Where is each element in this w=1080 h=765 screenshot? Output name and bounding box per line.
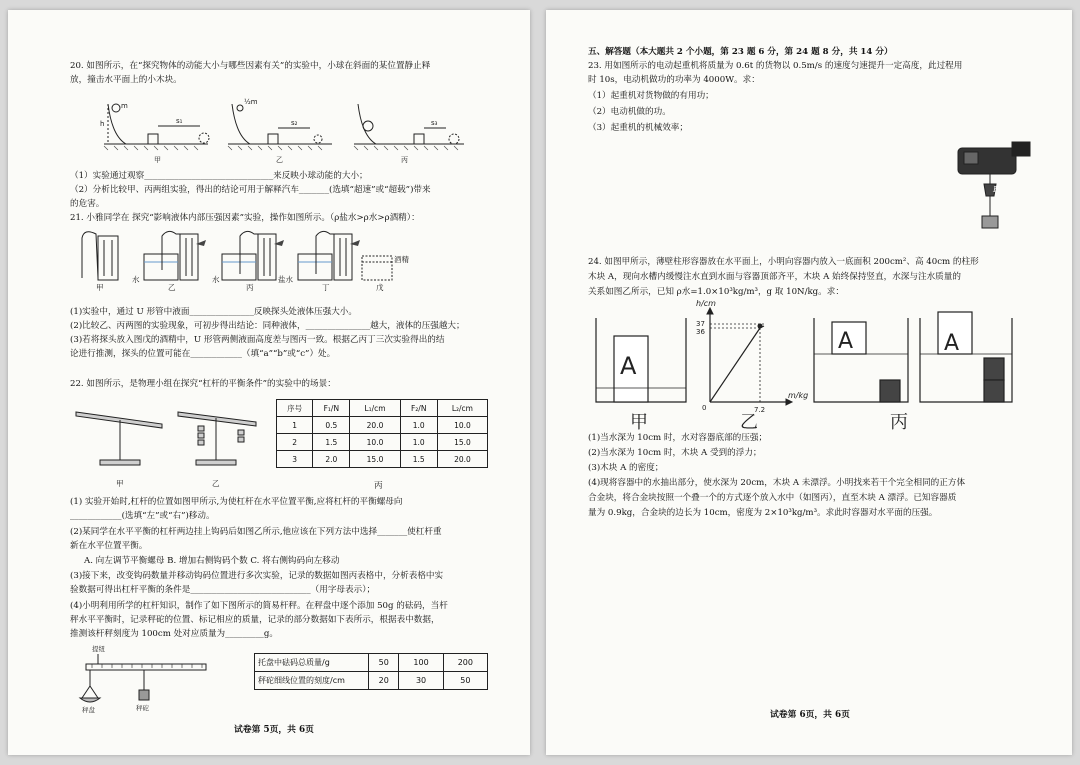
block-A-label-0: A bbox=[620, 352, 637, 380]
table-row bbox=[255, 672, 488, 690]
table-row bbox=[277, 417, 488, 434]
q22-options: A. 向左调节平衡螺母 B. 增加右侧钩码个数 C. 将右侧钩码向左移动 bbox=[84, 556, 340, 566]
q21-liquid-label-0: 水 bbox=[132, 275, 140, 284]
graph-ylabel: h/cm bbox=[696, 299, 716, 308]
q22-line1: 22. 如图所示，是物理小组在探究“杠杆的平衡条件”的实验中的场景： bbox=[70, 379, 336, 389]
table-cell: 1.0 bbox=[400, 434, 437, 451]
q21-fig-label-4: 戊 bbox=[376, 283, 384, 292]
table-cell: 50 bbox=[369, 654, 399, 672]
q20-mark-s3: s₃ bbox=[431, 119, 438, 127]
q20-mark-s1: s₁ bbox=[176, 117, 183, 125]
table-row bbox=[255, 654, 488, 672]
table-cell: 15.0 bbox=[350, 451, 400, 468]
table-cell: 2.0 bbox=[313, 451, 350, 468]
q24-line3: 关系如图乙所示，已知 ρ水=1.0×10³kg/m³，g 取 10N/kg。求： bbox=[588, 287, 844, 297]
q21-sub3b: 论进行推测，探头的位置可能在____________（填“a”“b”或“c”）处。 bbox=[70, 349, 336, 359]
table-cell: 1.5 bbox=[400, 451, 437, 468]
steelyard-lift-label: 提纽 bbox=[92, 645, 105, 653]
table-cell: 1.0 bbox=[400, 417, 437, 434]
lever-data-table bbox=[276, 399, 488, 468]
table-cell: 20.0 bbox=[437, 451, 487, 468]
lever-table-header: F₁/N bbox=[313, 400, 350, 417]
block-A-label-2: A bbox=[944, 331, 960, 356]
table-cell: 3 bbox=[277, 451, 313, 468]
q22-sub1b: ____________(选填“左”或“右”)移动。 bbox=[70, 511, 215, 521]
table-cell: 100 bbox=[399, 654, 443, 672]
q20-line1: 20. 如图所示，在“探究物体的动能大小与哪些因素有关”的实验中，小球在斜面的某位置静止释 bbox=[70, 61, 431, 71]
q24-sub3: (3)木块 A 的密度； bbox=[588, 463, 664, 473]
q24-fig-label-2: 丙 bbox=[890, 412, 908, 433]
graph-xtick-7-2: 7.2 bbox=[754, 406, 766, 414]
table-cell: 0.5 bbox=[313, 417, 350, 434]
q20-fig-label-2: 丙 bbox=[401, 156, 408, 164]
table-cell: 托盘中砝码总质量/g bbox=[255, 654, 369, 672]
block-A-label-1: A bbox=[838, 329, 854, 354]
q20-fig-label-1: 乙 bbox=[276, 156, 283, 164]
page-footer-right: 试卷第 6页，共 6页 bbox=[770, 710, 850, 720]
lever-table-header: L₁/cm bbox=[350, 400, 400, 417]
q20-mark-m: m bbox=[121, 102, 128, 110]
crane-figure bbox=[950, 134, 1036, 234]
q23-sub3: （3）起重机的机械效率； bbox=[588, 123, 688, 133]
table-cell: 10.0 bbox=[437, 417, 487, 434]
table-cell: 50 bbox=[443, 672, 487, 690]
q22-fig-label-1: 乙 bbox=[212, 479, 220, 488]
table-cell: 20 bbox=[369, 672, 399, 690]
q24-sub1: (1)当水深为 10cm 时，水对容器底部的压强； bbox=[588, 433, 768, 443]
q24-sub4b: 合金块，将合金块按照一个叠一个的方式逐个放入水中（如图丙），直至木块 A 漂浮。已知容器质 bbox=[588, 493, 957, 503]
q21-liquid-label-3: 酒精 bbox=[394, 255, 409, 264]
q24-line1: 24. 如图甲所示，薄壁柱形容器放在水平面上，小明向容器内放入一底面积 200cm²、高 40cm 的柱形 bbox=[588, 257, 979, 267]
q23-sub1: （1）起重机对货物做的有用功； bbox=[588, 91, 714, 101]
q20-line2: 放，撞击水平面上的小木块。 bbox=[70, 75, 182, 85]
table-cell: 2 bbox=[277, 434, 313, 451]
q22-sub2b: 新在水平位置平衡。 bbox=[70, 541, 148, 551]
lever-table-header: F₂/N bbox=[400, 400, 437, 417]
q20-fig-label-0: 甲 bbox=[154, 156, 161, 164]
q24-fig-label-0: 甲 bbox=[630, 412, 648, 433]
q21-fig-label-3: 丁 bbox=[322, 283, 330, 292]
q22-fig-label-2: 丙 bbox=[374, 481, 383, 491]
steelyard-figure bbox=[82, 642, 212, 714]
table-cell: 1.5 bbox=[313, 434, 350, 451]
page-footer-left: 试卷第 5页，共 6页 bbox=[234, 725, 314, 735]
q24-sub4c: 量为 0.9kg，合金块的边长为 10cm，密度为 2×10³kg/m³。求此时容器对水平面的压强。 bbox=[588, 508, 938, 518]
q23-line2: 时 10s，电动机做功的功率为 4000W。求： bbox=[588, 75, 760, 85]
q23-line1: 23. 用如图所示的电动起重机将质量为 0.6t 的货物以 0.5m/s 的速度匀速提升一定高度，此过程用 bbox=[588, 61, 963, 71]
q21-sub3a: (3)若将探头放入图戊的酒精中，U 形管两侧液面高度差与图丙一致。根据乙丙丁三次实验得出的结 bbox=[70, 335, 445, 345]
q22-sub2a: (2)某同学在水平平衡的杠杆两边挂上钩码后如图乙所示,他应该在下列方法中选择_______使杠杆重 bbox=[70, 527, 442, 537]
steelyard-pan-label: 秤盘 bbox=[82, 706, 95, 714]
lever-table-header: 序号 bbox=[277, 400, 313, 417]
steelyard-weight-label: 秤砣 bbox=[136, 704, 149, 712]
q21-sub2: (2)比较乙、丙两图的实验现象，可初步得出结论：同种液体，_______________越大，液体的压强越大； bbox=[70, 321, 465, 331]
table-cell: 秤砣细线位置的刻度/cm bbox=[255, 672, 369, 690]
q23-sub2: （2）电动机做的功。 bbox=[588, 107, 671, 117]
table-cell: 20.0 bbox=[350, 417, 400, 434]
table-cell: 10.0 bbox=[350, 434, 400, 451]
graph-xlabel: m/kg bbox=[788, 391, 809, 400]
q22-fig-label-0: 甲 bbox=[116, 479, 124, 488]
q22-sub4c: 推测该杆秤刻度为 100cm 处对应质量为_________g。 bbox=[70, 629, 278, 639]
lever-table-header: L₂/cm bbox=[437, 400, 487, 417]
crane-force-label: F bbox=[993, 185, 999, 194]
q20-mark-h: h bbox=[100, 120, 105, 128]
table-row bbox=[277, 451, 488, 468]
q22-lever-figures bbox=[70, 396, 270, 492]
q21-liquid-label-1: 水 bbox=[212, 275, 220, 284]
table-cell: 30 bbox=[399, 672, 443, 690]
graph-origin: 0 bbox=[702, 404, 707, 412]
q20-mark-s2: s₂ bbox=[291, 119, 298, 127]
q21-pressure-figures bbox=[76, 226, 408, 290]
q21-fig-label-2: 丙 bbox=[246, 283, 254, 292]
q20-mark-half-m: ½m bbox=[244, 98, 258, 106]
q22-sub4b: 秤水平平衡时，记录秤砣的位置、标记相应的质量，记录的部分数据如下表所示，根据表中数据， bbox=[70, 615, 440, 625]
table-cell: 200 bbox=[443, 654, 487, 672]
section-title: 五、解答题（本大题共 2 个小题，第 23 题 6 分，第 24 题 8 分，共 14 分） bbox=[588, 47, 893, 57]
q22-sub4a: (4)小明利用所学的杠杆知识，制作了如下图所示的简易杆秤。在秤盘中逐个添加 50g 的砝码，当杆 bbox=[70, 601, 448, 611]
q21-liquid-label-2: 盐水 bbox=[278, 275, 293, 284]
q21-line1: 21. 小雅同学在 探究“影响液体内部压强因素”实验，操作如图所示。（ρ盐水>ρ水>ρ酒精）： bbox=[70, 213, 420, 223]
table-cell: 15.0 bbox=[437, 434, 487, 451]
q22-sub1a: (1) 实验开始时,杠杆的位置如图甲所示,为使杠杆在水平位置平衡,应将杠杆的平衡螺母向 bbox=[70, 497, 403, 507]
q21-fig-label-1: 乙 bbox=[168, 283, 176, 292]
q21-fig-label-0: 甲 bbox=[96, 283, 104, 292]
q24-sub4a: (4)现将容器中的水抽出部分，使水深为 20cm，木块 A 未漂浮。小明找来若干个完全相同的正方体 bbox=[588, 478, 966, 488]
q21-sub1: (1)实验中，通过 U 形管中液面_______________反映探头处液体压强大小。 bbox=[70, 307, 357, 317]
q24-figures bbox=[590, 298, 1026, 433]
table-row bbox=[277, 434, 488, 451]
q24-fig-label-1: 乙 bbox=[740, 412, 758, 433]
q24-sub2: (2)当水深为 10cm 时，木块 A 受到的浮力； bbox=[588, 448, 762, 458]
exam-page-6 bbox=[546, 10, 1072, 755]
q22-sub3a: (3)接下来，改变钩码数量并移动钩码位置进行多次实验，记录的数据如图丙表格中，分析表格中实 bbox=[70, 571, 444, 581]
q20-ramp-figures bbox=[96, 96, 468, 168]
steelyard-data-table bbox=[254, 653, 488, 690]
q20-sub2b: 的危害。 bbox=[70, 199, 105, 209]
table-cell: 1 bbox=[277, 417, 313, 434]
q24-line2: 木块 A，现向水槽内缓慢注水直到水面与容器顶部齐平，木块 A 始终保持竖直，水深与注水质量的 bbox=[588, 272, 961, 282]
exam-page-5 bbox=[8, 10, 530, 755]
q20-sub1: （1）实验通过观察______________________________来反映小球动能的大小； bbox=[70, 171, 368, 181]
graph-ytick-36: 36 bbox=[696, 328, 705, 336]
q22-sub3b: 验数据可得出杠杆平衡的条件是____________________________（用字母表示）； bbox=[70, 585, 376, 595]
graph-ytick-37: 37 bbox=[696, 320, 705, 328]
q20-sub2a: （2）分析比较甲、丙两组实验，得出的结论可用于解释汽车_______(选填“超速”或“超载”)带来 bbox=[70, 185, 431, 195]
